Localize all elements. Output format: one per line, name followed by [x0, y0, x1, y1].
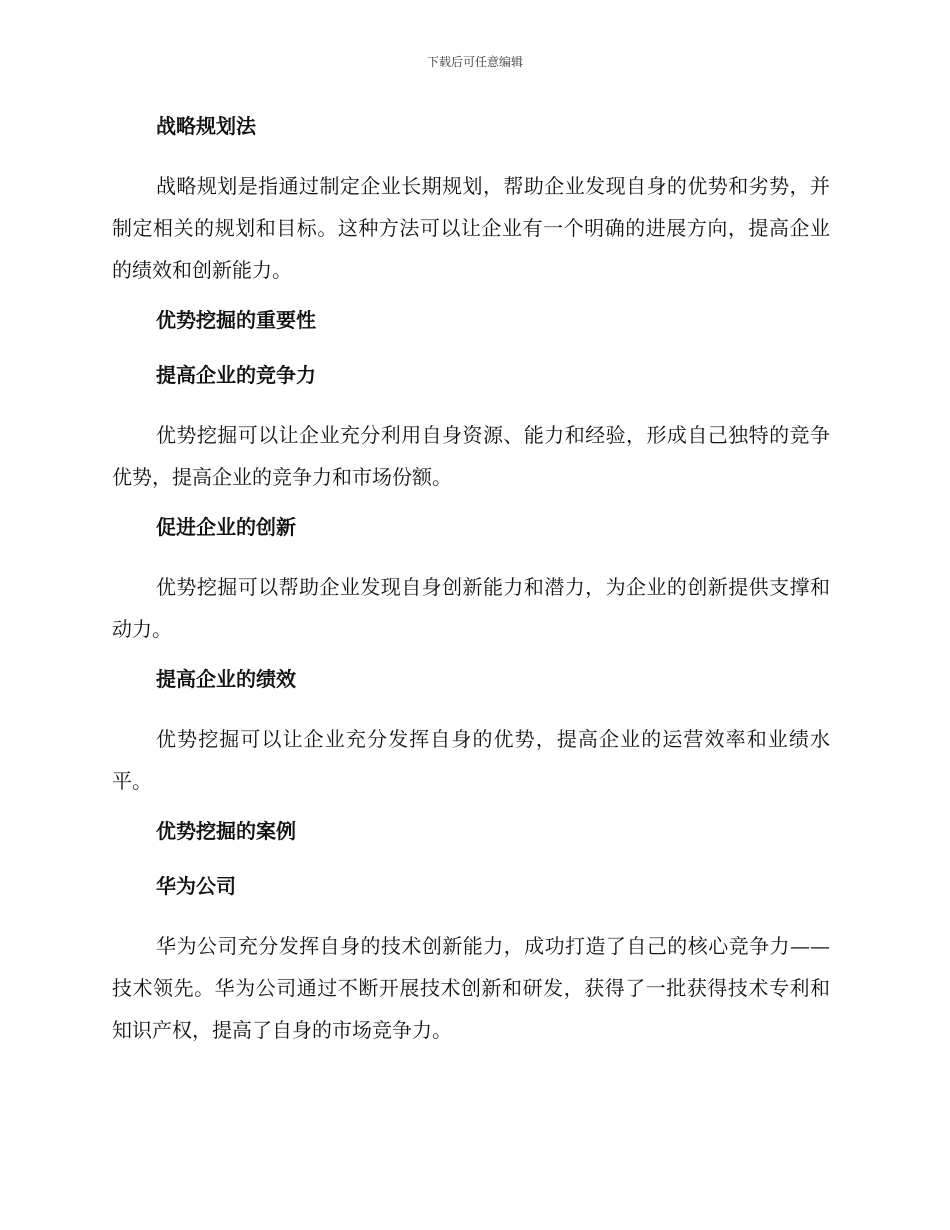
section-heading-innovation: 促进企业的创新: [156, 515, 296, 539]
section-heading-strategic-planning: 战略规划法: [156, 114, 256, 138]
paragraph-innovation: 优势挖掘可以帮助企业发现自身创新能力和潜力，为企业的创新提供支撑和动力。: [112, 575, 830, 641]
paragraph-performance: 优势挖掘可以让企业充分发挥自身的优势，提高企业的运营效率和业绩水平。: [112, 727, 830, 793]
paragraph-competitiveness: 优势挖掘可以让企业充分利用自身资源、能力和经验，形成自己独特的竞争优势，提高企业的竞争力和市场份额。: [112, 423, 830, 489]
document-body: [112, 110, 830, 1051]
section-heading-competitiveness: 提高企业的竞争力: [156, 363, 316, 387]
paragraph-huawei: 华为公司充分发挥自身的技术创新能力，成功打造了自己的核心竞争力——技术领先。华为公司通过不断开展技术创新和研发，获得了一批获得技术专利和知识产权，提高了自身的市场竞争力。: [112, 934, 830, 1042]
paragraph-strategic-planning: 战略规划是指通过制定企业长期规划，帮助企业发现自身的优势和劣势，并制定相关的规划和目标。这种方法可以让企业有一个明确的进展方向，提高企业的绩效和创新能力。: [112, 174, 830, 282]
page-header: 下载后可任意编辑: [426, 55, 523, 69]
section-heading-importance: 优势挖掘的重要性: [156, 308, 316, 332]
section-heading-performance: 提高企业的绩效: [156, 667, 296, 691]
section-heading-huawei: 华为公司: [156, 874, 236, 898]
section-heading-cases: 优势挖掘的案例: [156, 819, 296, 843]
